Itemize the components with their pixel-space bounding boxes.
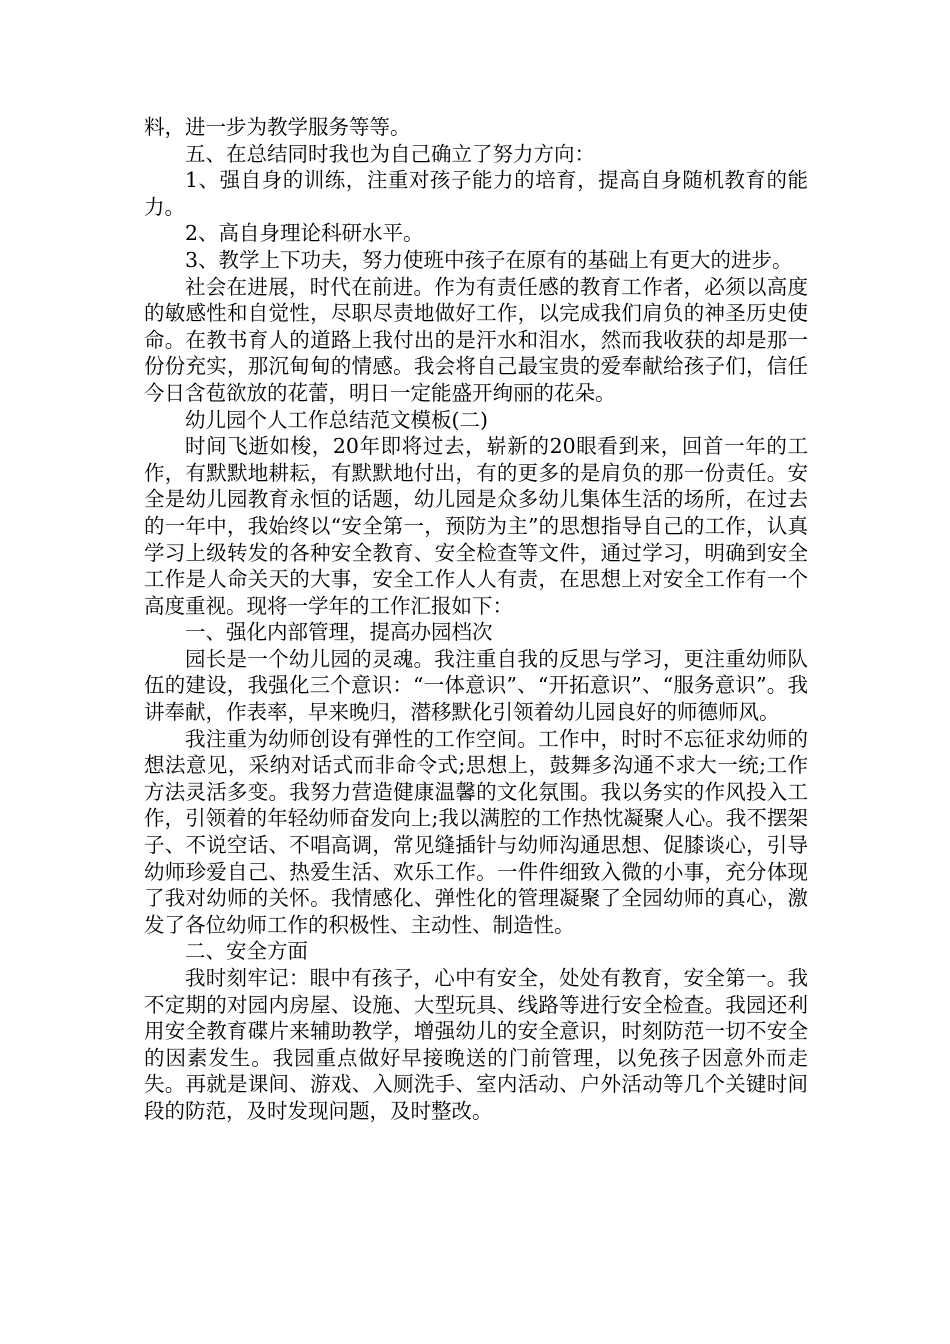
paragraph-intro: 时间飞逝如梭，20年即将过去，崭新的20眼看到来，回首一年的工作，有默默地耕耘，有默默地付出，有的更多的是肩负的那一份责任。安全是幼儿园教育永恒的话题，幼儿园是众多幼儿集体生活的场所，在过去的一年中，我始终以“安全第一，预防为主”的思想指导自己的工作，认真学习上级转发的各种安全教育、安全检查等文件，通过学习，明确到安全工作是人命关天的大事，安全工作人人有责，在思想上对安全工作有一个高度重视。现将一学年的工作汇报如下： <box>144 434 808 618</box>
heading-safety: 二、安全方面 <box>185 939 308 964</box>
document-body <box>144 114 808 1125</box>
paragraph-director-role: 园长是一个幼儿园的灵魂。我注重自我的反思与学习，更注重幼师队伍的建设，我强化三个意识：“一体意识”、“开拓意识”、“服务意识”。我讲奉献，作表率，早来晚归，潜移默化引领着幼儿园良好的师德师风。 <box>144 646 808 725</box>
paragraph-item-2: 2、高自身理论科研水平。 <box>185 221 424 246</box>
section-title: 幼儿园个人工作总结范文模板(二) <box>185 407 488 432</box>
paragraph-item-3: 3、教学上下功夫，努力使班中孩子在原有的基础上有更大的进步。 <box>185 247 793 272</box>
paragraph-safety: 我时刻牢记：眼中有孩子，心中有安全，处处有教育，安全第一。我不定期的对园内房屋、设施、大型玩具、线路等进行安全检查。我园还利用安全教育碟片来辅助教学，增强幼儿的安全意识，时刻防范一切不安全的因素发生。我园重点做好早接晚送的门前管理，以免孩子因意外而走失。再就是课间、游戏、入厕洗手、室内活动、户外活动等几个关键时间段的防范，及时发现问题，及时整改。 <box>144 966 808 1123</box>
paragraph-work-space: 我注重为幼师创设有弹性的工作空间。工作中，时时不忘征求幼师的想法意见，采纳对话式而非命令式;思想上，鼓舞多沟通不求大一统;工作方法灵活多变。我努力营造健康温馨的文化氛围。我以务实的作风投入工作，引领着的年轻幼师奋发向上;我以满腔的工作热忱凝聚人心。我不摆架子、不说空话、不唱高调，常见缝插针与幼师沟通思想、促膝谈心，引导幼师珍爱自己、热爱生活、欢乐工作。一件件细致入微的小事，充分体现了我对幼师的关怀。我情感化、弹性化的管理凝聚了全园幼师的真心，激发了各位幼师工作的积极性、主动性、制造性。 <box>144 726 808 937</box>
heading-internal-management: 一、强化内部管理，提高办园档次 <box>185 620 493 645</box>
paragraph-heading-direction: 五、在总结同时我也为自己确立了努力方向： <box>185 141 595 166</box>
paragraph-continuation: 料，进一步为教学服务等等。 <box>144 115 411 139</box>
paragraph-conclusion: 社会在进展，时代在前进。作为有责任感的教育工作者，必须以高度的敏感性和自觉性，尽职尽责地做好工作，以完成我们肩负的神圣历史使命。在教书育人的道路上我付出的是汗水和泪水，然而我收获的却是那一份份充实，那沉甸甸的情感。我会将自己最宝贵的爱奉献给孩子们，信任今日含苞欲放的花蕾，明日一定能盛开绚丽的花朵。 <box>144 274 808 405</box>
paragraph-item-1: 1、强自身的训练，注重对孩子能力的培育，提高自身随机教育的能力。 <box>144 168 808 219</box>
